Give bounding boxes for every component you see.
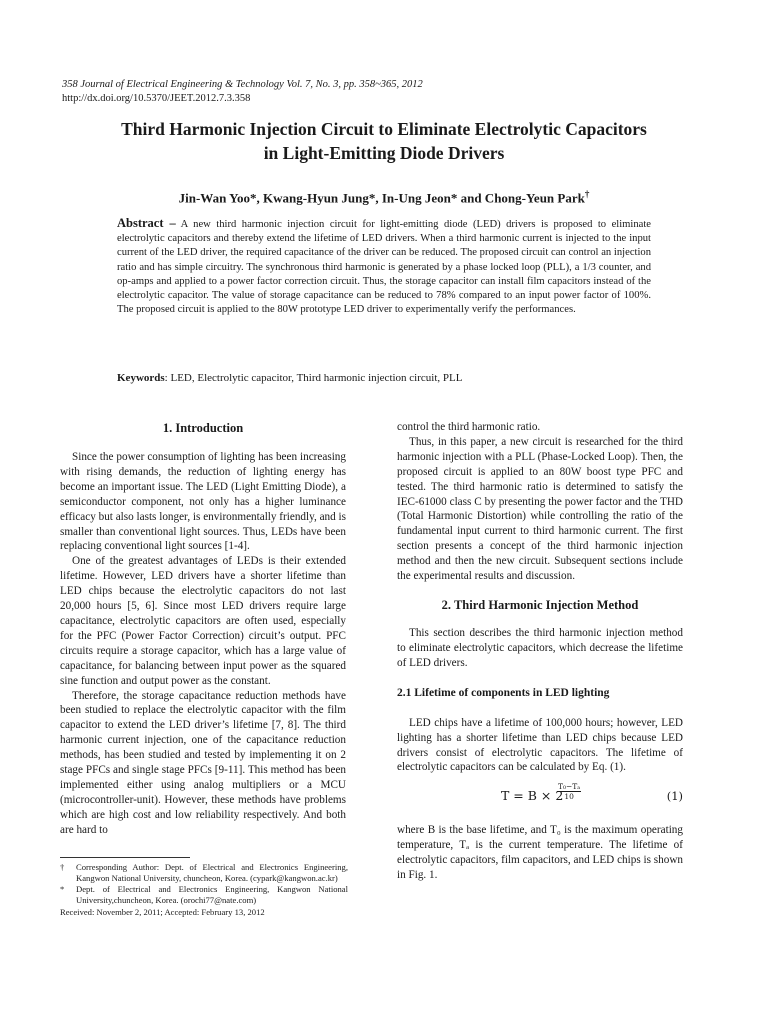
footnote-mark: † xyxy=(60,862,65,872)
section-1-heading: 1. Introduction xyxy=(162,421,244,435)
author-names: Jin-Wan Yoo*, Kwang-Hyun Jung*, In-Ung Jeon* and Chong-Yeun Park xyxy=(178,190,585,206)
keywords-text: : LED, Electrolytic capacitor, Third harmonic injection circuit, PLL xyxy=(164,372,463,384)
paper-overview-paragraph: Thus, in this paper, a new circuit is researched for the third harmonic injection with a PLL (Phase-Locked Loop). Then, the proposed circuit is applied to an 80W boost type PFC and tested. The third harmonic ratio is determined to satisfy the IEC-61000 class C by presenting the power factor and the THD (Total Harmonic Distortion) while controlling the ratio of the fundamental input current to third harmonic current. The first section presents a concept of the third harmonic injection method and then the new circuit. Subsequent sections include the experimental results and discussion. xyxy=(397,435,683,583)
intro-paragraph-3: Therefore, the storage capacitance reduction methods have been studied to replace the electrolytic capacitor with the film capacitor to extend the LED driver’s lifetime [7, 8]. The third harmonic current injection, one of the capacitance reduction methods, has been studied and tested by implementing it on 2 stage PFCs and single stage PFCs [9-11]. This method has been implemented either using analog multipliers or a MCU (microcontroller-unit). However, these methods have problems which are high cost and low reliability respectively. And both are hard to xyxy=(60,689,346,836)
paper-title xyxy=(60,117,708,165)
equation-number: (1) xyxy=(666,789,683,804)
keywords xyxy=(117,371,651,385)
journal-citation: 358 Journal of Electrical Engineering & Technology Vol. 7, No. 3, pp. 358~365, 2012 xyxy=(62,79,423,90)
abstract-text: A new third harmonic injection circuit for light-emitting diode (LED) drivers is proposed to eliminate electrolytic capacitors and thereby extend the lifetime of LED drivers. When a third harmonic current is injected to the input current of the LED driver, the required capacitance of the driver can be reduced. The proposed circuit can control an injection ratio and has simple circuitry. The synchronous third harmonic is generated by a phase locked loop (PLL), a 1/3 counter, and op-amps and applied to a power factor correction circuit. Thus, the storage capacitor can install film capacitors instead of the electrolytic capacitor. The value of storage capacitance can be reduced to 78% compared to an input power factor of 100%. The proposed circuit is applied to the 80W prototype LED driver to experimentally verify the performances. xyxy=(117,219,652,316)
right-column xyxy=(397,420,683,883)
section-2-intro: This section describes the third harmonic injection method to eliminate electrolytic capacitors, which decrease the lifetime of LED drivers. xyxy=(397,626,683,669)
received-dates: Received: November 2, 2011; Accepted: February 13, 2012 xyxy=(60,907,265,918)
title-line-1: Third Harmonic Injection Circuit to Eliminate Electrolytic Capacitors xyxy=(121,119,647,139)
intro-paragraph-2: One of the greatest advantages of LEDs is their extended lifetime. However, LED drivers have a shorter lifetime than LED chips because the electrolytic capacitors do not last 20,000 hours [5, 6]. Since most LED drivers require large capacitance, electrolytic capacitors are often used, especially for the PFC (Power Factor Correction) circuit’s output. PFC circuits require a storage capacitor, which has a large value of capacitance, for balancing between input power as the squared sine function and output power as the constant. xyxy=(60,555,346,687)
keywords-label: Keywords xyxy=(117,372,165,384)
exponent-denominator: 10 xyxy=(564,792,574,802)
left-column xyxy=(60,420,346,838)
exponent-numerator: T₀−Tₐ xyxy=(558,782,581,792)
abstract xyxy=(117,216,651,317)
corresponding-author-mark: † xyxy=(584,189,590,199)
footnote-corresponding xyxy=(60,862,348,883)
footnote-mark: * xyxy=(60,884,65,895)
intro-paragraph-1: Since the power consumption of lighting has been increasing with rising demands, the reduction of lighting energy has become an important issue. The LED (Light Emitting Diode), a semiconductor component, not only has a higher luminance efficacy but also lasts longer, is environmentally friendly, and is smaller than conventional light sources. Thus, LEDs have been replacing conventional light sources [1-4]. xyxy=(60,451,347,553)
lifetime-paragraph: LED chips have a lifetime of 100,000 hours; however, LED lighting has a shorter lifetime than LED chips because LED drivers consist of electrolytic capacitors. The lifetime of electrolytic capacitors can be calculated by Eq. (1). xyxy=(397,716,683,774)
doi-link[interactable]: http://dx.doi.org/10.5370/JEET.2012.7.3.358 xyxy=(62,93,251,104)
title-line-2: in Light-Emitting Diode Drivers xyxy=(263,143,505,163)
subsection-2-1-heading: 2.1 Lifetime of components in LED lighting xyxy=(397,686,610,699)
footnote-divider xyxy=(60,857,190,858)
continued-paragraph: control the third harmonic ratio. xyxy=(397,421,541,433)
abstract-label: Abstract – xyxy=(117,216,176,230)
equation-exponent xyxy=(557,782,581,801)
equation-explanation: where B is the base lifetime, and T₀ is the maximum operating temperature, Tₐ is the current temperature. The lifetime of electrolytic capacitors, film capacitors, and LED chips is shown in Fig. 1. xyxy=(397,824,683,882)
journal-header xyxy=(62,78,423,106)
footnote-affiliation xyxy=(60,884,348,905)
author-list xyxy=(60,185,708,207)
footnote-text: Corresponding Author: Dept. of Electrical and Electronics Engineering, Kangwon National University, chuncheon, Korea. (cypark@kangwon.ac.kr) xyxy=(76,862,348,883)
footnote-text: Dept. of Electrical and Electronics Engineering, Kangwon National University,chuncheon, Korea. (orochi77@nate.com) xyxy=(76,884,348,905)
footnotes xyxy=(60,862,348,918)
equation-1 xyxy=(397,783,683,813)
equation-lhs: T = B × 2 xyxy=(501,788,564,804)
section-2-heading: 2. Third Harmonic Injection Method xyxy=(441,597,639,612)
